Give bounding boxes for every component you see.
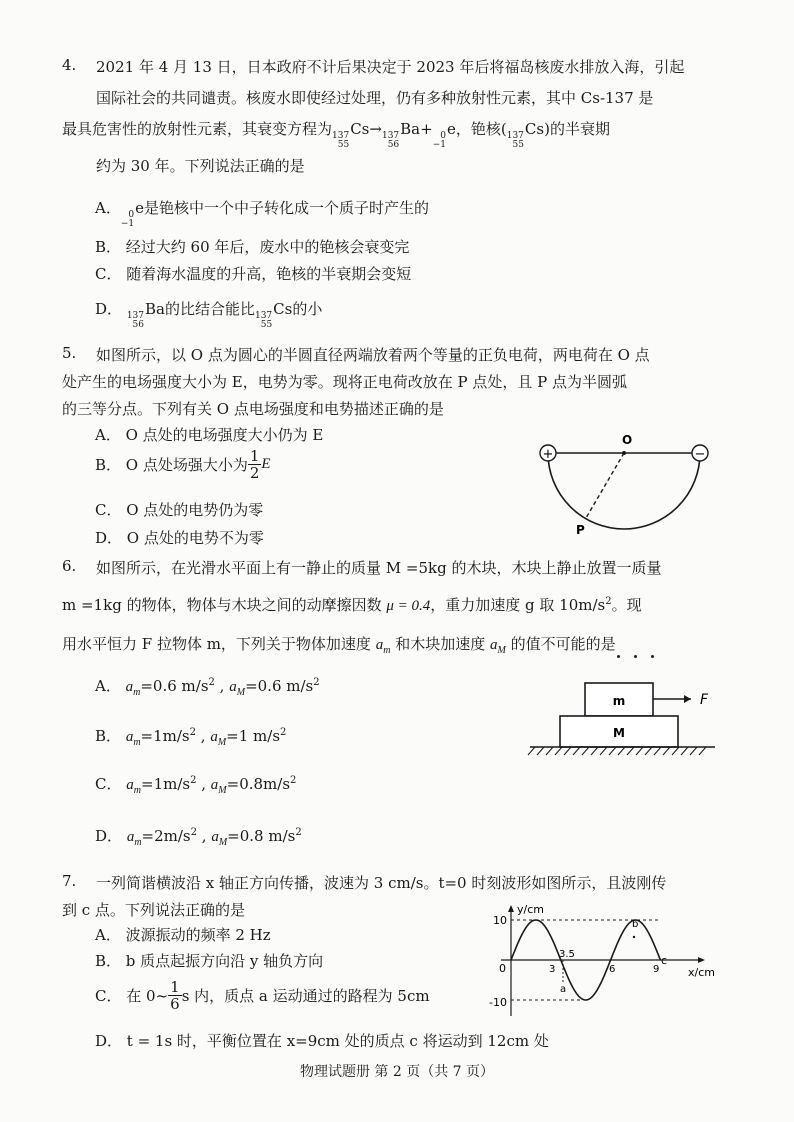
mu-value: μ = 0.4 <box>386 598 431 614</box>
q6-option-a[interactable]: A． $a_m=0.6$ $m/s^2$ , $a_M=0.6$ $m/s^2$ <box>95 677 320 698</box>
q4-line2: 国际社会的共同谴责。核废水即使经过处理，仍有多种放射性元素，其中 Cs-137 是 <box>96 89 654 107</box>
tick-y-10: 10 <box>493 914 507 927</box>
point-o <box>622 451 626 455</box>
q4-option-a[interactable]: A． 0 −1 e是铯核中一个中子转化成一个质子时产生的 <box>95 199 430 229</box>
cs-nuclide-2: 137 55 Cs <box>506 120 545 150</box>
fraction-half: $\frac{1}{2}$ <box>249 446 260 482</box>
fraction-sixth: $\frac{1}{6}$ <box>170 977 180 1013</box>
q6-option-d[interactable]: D． $a_m=2m/s^2$ , $a_M=0.8$ $m/s^2$ <box>95 827 302 848</box>
label-f: F <box>700 692 709 708</box>
ba-nuclide-d: 137 56 Ba <box>126 300 165 330</box>
q4-number: 4. <box>62 56 77 74</box>
q5-option-a[interactable]: A． O 点处的电场强度大小仍为 E <box>95 426 324 444</box>
q4-option-c[interactable]: C． 随着海水温度的升高，铯核的半衰期会变短 <box>95 265 412 283</box>
q6-line3: 用水平恒力 F 拉物体 m，下列关于物体加速度 $a_m$ 和木块加速度 $a_M$ 的值不可能的是 <box>62 635 616 656</box>
q6-line2: m =1kg 的物体，物体与木块之间的动摩擦因数 μ = 0.4，重力加速度 g 取 $10m/s^2$。现 <box>62 596 642 614</box>
semicircle-diagram <box>530 430 720 550</box>
q7-option-d[interactable]: D． t = 1s 时，平衡位置在 x=9cm 处的质点 c 将运动到 12cm 处 <box>95 1032 549 1050</box>
q6-number: 6. <box>62 557 77 575</box>
y-axis-arrow-icon <box>508 905 514 912</box>
q4-line3 <box>62 118 610 150</box>
positive-sign: + <box>542 447 554 462</box>
q5-line3: 的三等分点。下列有关 O 点电场强度和电势描述正确的是 <box>62 400 444 418</box>
q7-line1: 一列简谐横波沿 x 轴正方向传播，波速为 3 cm/s。t=0 时刻波形如图所示，且波刚传 <box>96 874 667 892</box>
label-p: P <box>576 523 585 537</box>
q5-option-b[interactable]: B． O 点处场强大小为 $\frac{1}{2}$ E <box>95 446 271 482</box>
emphasis-dot <box>617 655 620 658</box>
page-footer: 物理试题册 第 2 页（共 7 页） <box>299 1064 495 1080</box>
q5-number: 5. <box>62 344 77 362</box>
q4-line1: 2021 年 4 月 13 日，日本政府不计后果决定于 2023 年后将福岛核废水排放入海，引起 <box>96 58 685 76</box>
cs-nuclide: 137 55 Cs <box>332 120 370 150</box>
electron-nuclide: 0 −1 e <box>432 120 456 150</box>
tick-origin: 0 <box>499 962 506 975</box>
q4-option-b[interactable]: B． 经过大约 60 年后，废水中的铯核会衰变完 <box>95 238 410 256</box>
q7-option-c[interactable]: C． 在 0~ $\frac{1}{6}$ s 内，质点 a 运动通过的路程为 5cm <box>95 977 430 1013</box>
arrow-glyph: → <box>369 120 382 138</box>
q5-option-d[interactable]: D． O 点处的电势不为零 <box>95 529 264 547</box>
label-o: O <box>622 433 633 447</box>
force-arrow-icon <box>684 695 691 703</box>
tick-x-3: 3 <box>549 964 556 975</box>
label-big-m: M <box>613 726 625 740</box>
q6-option-c[interactable]: C． $a_m=1m/s^2$ , $a_M=0.8m/s^2$ <box>95 775 297 796</box>
emphasis-dot <box>651 655 654 658</box>
q7-number: 7. <box>62 872 77 890</box>
label-c: c <box>661 954 668 967</box>
q7-option-b[interactable]: B． b 质点起振方向沿 y 轴负方向 <box>95 952 324 970</box>
q5-option-c[interactable]: C． O 点处的电势仍为零 <box>95 501 264 519</box>
tick-x-6: 6 <box>609 964 616 975</box>
q4-line3-mid: ，铯核( <box>455 120 507 138</box>
q7-line2: 到 c 点。下列说法正确的是 <box>62 901 245 919</box>
negative-sign: − <box>694 447 706 462</box>
label-b: b <box>632 919 639 930</box>
tick-x-9: 9 <box>653 964 660 975</box>
q7-option-a[interactable]: A． 波源振动的频率 2 Hz <box>95 926 271 944</box>
label-a: a <box>560 984 567 995</box>
q5-line2: 处产生的电场强度大小为 E，电势为零。现将正电荷改放在 P 点处，且 P 点为半圆弧 <box>62 373 627 391</box>
label-m: m <box>612 694 626 708</box>
x-axis-label: x/cm <box>688 966 715 979</box>
q5-line1: 如图所示，以 O 点为圆心的半圆直径两端放着两个等量的正负电荷，两电荷在 O 点 <box>96 346 650 364</box>
x-axis-arrow-icon <box>698 957 705 963</box>
q4-option-d[interactable]: D． 137 56 Ba的比结合能比 137 55 Cs的小 <box>95 300 323 330</box>
ba-nuclide: 137 56 Ba <box>381 120 421 150</box>
block-diagram <box>525 675 725 765</box>
op-dashed-line <box>586 453 624 518</box>
ground-hatch <box>528 747 706 755</box>
electron-nuclide-a: 0 −1 e <box>120 199 145 229</box>
q6-option-b[interactable]: B． $a_m=1m/s^2$ , $a_M=1$ $m/s^2$ <box>95 727 287 748</box>
q4-line3-text: 最具危害性的放射性元素，其衰变方程为 <box>62 120 333 138</box>
q4-line3-end: )的半衰期 <box>544 120 610 138</box>
tick-x-3.5: 3.5 <box>559 949 575 960</box>
cs-nuclide-d: 137 55 Cs <box>254 300 293 330</box>
emphasis-dot <box>634 655 637 658</box>
q4-line4: 约为 30 年。下列说法正确的是 <box>96 157 305 175</box>
plus-glyph: + <box>420 120 433 138</box>
semicircle-arc <box>548 453 700 529</box>
point-b <box>633 936 635 938</box>
wave-diagram <box>483 900 723 1020</box>
q6-line1: 如图所示，在光滑水平面上有一静止的质量 M =5kg 的木块，木块上静止放置一质量 <box>96 559 662 577</box>
y-axis-label: y/cm <box>517 903 544 916</box>
tick-y-neg10: -10 <box>489 996 507 1009</box>
